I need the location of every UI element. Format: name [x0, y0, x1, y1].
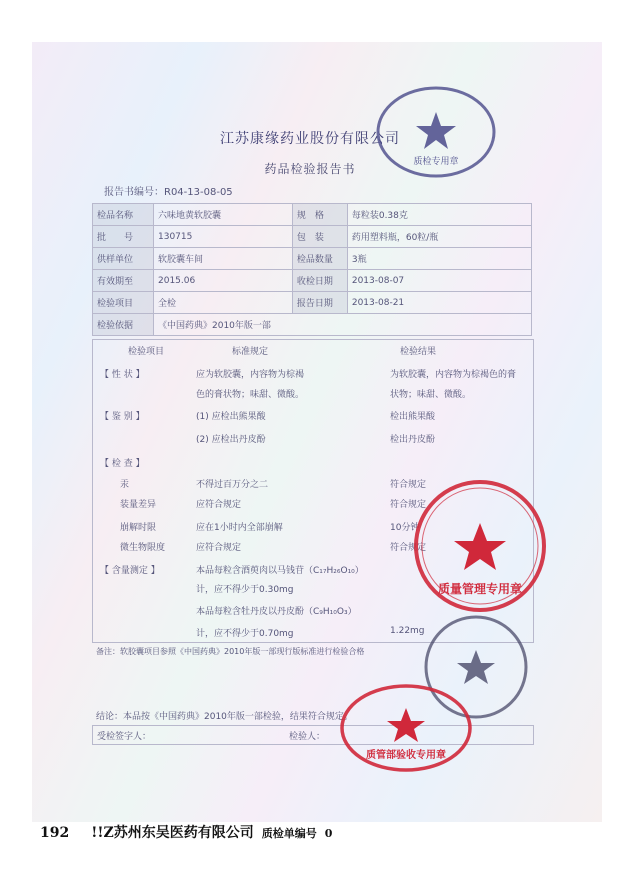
test-result: 检出熊果酸: [390, 412, 436, 422]
test-item: 汞: [120, 480, 130, 490]
test-standard: 不得过百万分之二: [196, 480, 269, 490]
test-item: 微生物限度: [120, 543, 166, 553]
test-standard: 计，应不得少于0.70mg: [196, 629, 294, 639]
test-item: 【 含量测定 】: [100, 566, 160, 576]
form-label: 质检单编号: [261, 827, 317, 840]
info-label: 规 格: [292, 204, 347, 226]
info-value: 每粒装0.38克: [347, 204, 531, 226]
info-label: 检品数量: [292, 248, 347, 270]
test-standard: 本品每粒含牡丹皮以丹皮酚（C₉H₁₀O₃）: [196, 607, 357, 617]
reviewer-label: 检验人：: [289, 732, 326, 742]
col-header-result: 检验结果: [400, 347, 437, 357]
page-number: 192: [40, 825, 70, 841]
report-title: 药品检验报告书: [264, 162, 356, 176]
test-item: 装量差异: [120, 500, 157, 510]
company-title: 江苏康缘药业股份有限公司: [220, 131, 400, 147]
test-result: 1.22mg: [390, 626, 425, 636]
footer-company: !!Z苏州东吴医药有限公司: [91, 825, 254, 841]
info-value: 药用塑料瓶，60粒/瓶: [347, 226, 531, 248]
test-standard: (2) 应检出丹皮酚: [196, 435, 266, 445]
test-result: 10分钟: [390, 523, 420, 533]
report-number-value: R04-13-08-05: [164, 187, 233, 198]
col-header-standard: 标准规定: [232, 347, 269, 357]
test-standard: 应符合规定: [196, 500, 242, 510]
info-label: 有效期至: [93, 270, 154, 292]
test-standard: 应为软胶囊，内容物为棕褐: [196, 370, 305, 380]
test-item: 【 检 查 】: [100, 459, 145, 469]
info-value: 2013-08-21: [347, 292, 531, 314]
info-label: 收检日期: [292, 270, 347, 292]
report-number: [104, 183, 233, 198]
basis-value: 《中国药典》2010年版一部: [154, 314, 532, 336]
table-row: [93, 292, 532, 314]
info-value: 全检: [154, 292, 293, 314]
info-label: 检品名称: [93, 204, 154, 226]
info-value: 130715: [154, 226, 293, 248]
test-result: 检出丹皮酚: [390, 435, 436, 445]
info-label: 报告日期: [292, 292, 347, 314]
info-value: 2015.06: [154, 270, 293, 292]
table-row: [93, 314, 532, 336]
test-standard: 应符合规定: [196, 543, 242, 553]
info-label: 批 号: [93, 226, 154, 248]
info-value: 六味地黄软胶囊: [154, 204, 293, 226]
test-standard: 本品每粒含酒萸肉以马钱苷（C₁₇H₂₆O₁₀）: [196, 566, 364, 576]
seal-sub: 质量管理专用章: [437, 582, 523, 596]
info-value: 2013-08-07: [347, 270, 531, 292]
test-standard: 应在1小时内全部崩解: [196, 523, 283, 533]
test-standard: 计，应不得少于0.30mg: [196, 585, 294, 595]
info-label: 包 装: [292, 226, 347, 248]
basis-label: 检验依据: [93, 314, 154, 336]
info-value: 软胶囊车间: [154, 248, 293, 270]
conclusion: 结论：本品按《中国药典》2010年版一部检验，结果符合规定。: [96, 712, 353, 722]
page-footer: [40, 822, 332, 842]
test-standard: (1) 应检出熊果酸: [196, 412, 266, 422]
info-value: 3瓶: [347, 248, 531, 270]
table-row: [93, 226, 532, 248]
test-item: 【 性 状 】: [100, 370, 145, 380]
seal-sub: 质管部验收专用章: [366, 750, 446, 761]
table-row: [93, 270, 532, 292]
seal-kangmin: [336, 680, 476, 776]
test-item: 【 鉴 别 】: [100, 412, 145, 422]
info-label: 检验项目: [93, 292, 154, 314]
test-result: 符合规定: [390, 480, 427, 490]
test-standard: 色的膏状物；味甜、微酸。: [196, 390, 305, 400]
info-label: 供样单位: [93, 248, 154, 270]
test-result: 符合规定: [390, 500, 427, 510]
received-label: 受检签字人：: [97, 732, 152, 742]
test-result: 为软胶囊，内容物为棕褐色的膏: [390, 370, 517, 380]
table-row: [93, 204, 532, 226]
seal-kangyuan: [372, 82, 500, 182]
test-item: 崩解时限: [120, 523, 157, 533]
form-number: 0: [324, 827, 333, 840]
remarks: 备注：软胶囊项目参照《中国药典》2010年版一部现行版标准进行检验合格: [96, 647, 365, 656]
test-result: 符合规定: [390, 543, 427, 553]
test-result: 状物；味甜、微酸。: [390, 390, 472, 400]
sample-info-table: [92, 203, 532, 336]
col-header-item: 检验项目: [128, 347, 165, 357]
report-number-label: 报告书编号：: [104, 187, 164, 198]
seal-sub: 质检专用章: [413, 157, 459, 167]
table-row: [93, 248, 532, 270]
seal-dongwu: [410, 475, 550, 617]
